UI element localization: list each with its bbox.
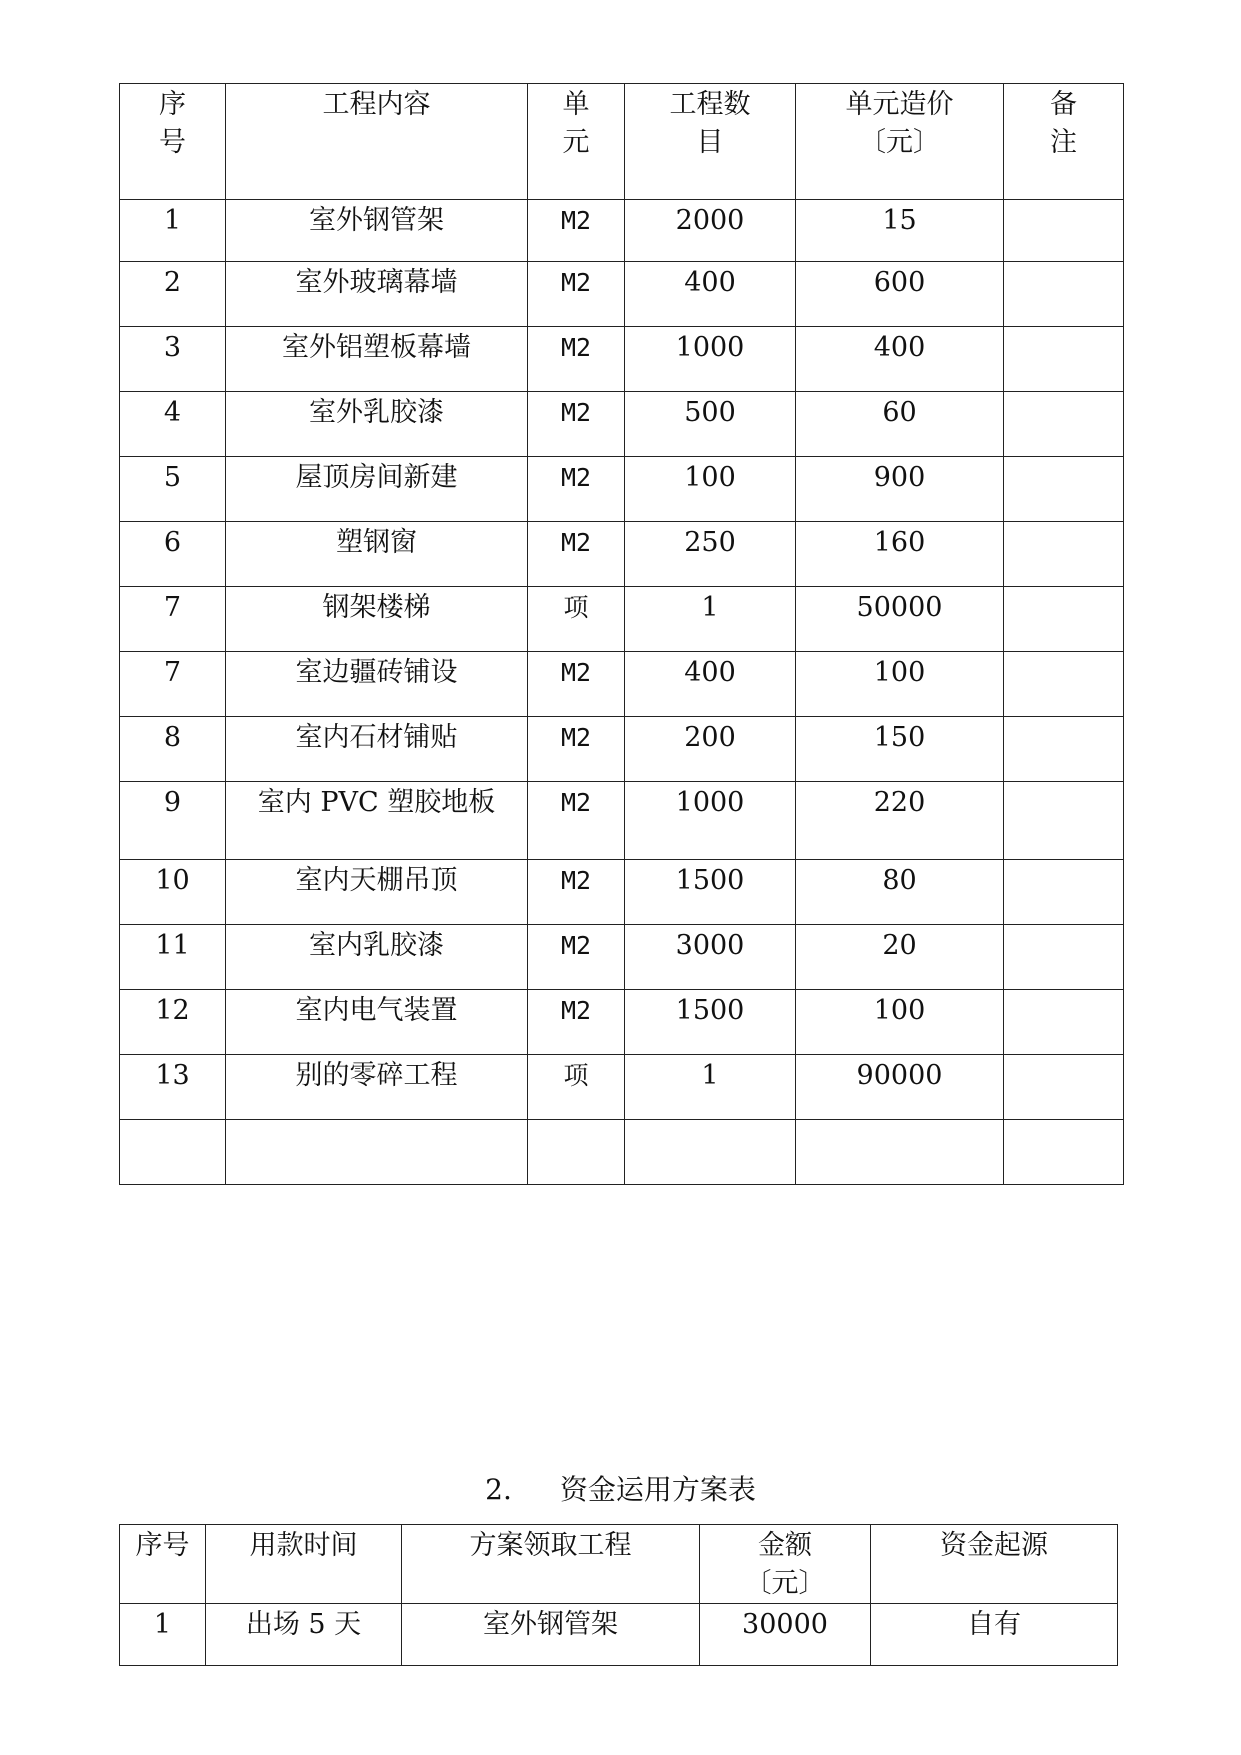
table-cell: 塑钢窗: [226, 522, 528, 587]
table-cell: M2: [528, 262, 625, 327]
table-cell: M2: [528, 457, 625, 522]
table-cell: M2: [528, 782, 625, 860]
table-cell: 15: [796, 200, 1004, 262]
table-cell: 9: [120, 782, 226, 860]
table-row: [120, 587, 1124, 652]
table-row: [120, 262, 1124, 327]
project-cost-table: [119, 83, 1124, 1185]
table-cell: 7: [120, 587, 226, 652]
column-header: 单 元: [528, 84, 625, 200]
table-cell: [1004, 925, 1124, 990]
table-cell: 100: [796, 990, 1004, 1055]
table-cell: 室边疆砖铺设: [226, 652, 528, 717]
table-row: [120, 1604, 1118, 1666]
table-cell: 1: [625, 1055, 796, 1120]
table-cell: M2: [528, 522, 625, 587]
table-cell: 4: [120, 392, 226, 457]
table-cell: 90000: [796, 1055, 1004, 1120]
table-cell: [796, 1120, 1004, 1185]
table-cell: 150: [796, 717, 1004, 782]
table-cell: 2: [120, 262, 226, 327]
table-row: [120, 200, 1124, 262]
table-cell: [1004, 1055, 1124, 1120]
column-header: 单元造价 〔元〕: [796, 84, 1004, 200]
table-cell: 1500: [625, 860, 796, 925]
column-header: 序号: [120, 1525, 206, 1604]
table-cell: 3: [120, 327, 226, 392]
table-row: [120, 392, 1124, 457]
table-cell: 室外乳胶漆: [226, 392, 528, 457]
table-cell: 室外钢管架: [402, 1604, 700, 1666]
table-cell: 项: [528, 587, 625, 652]
table-row: [120, 327, 1124, 392]
table-cell: 自有: [871, 1604, 1118, 1666]
column-header: 金额 〔元〕: [700, 1525, 871, 1604]
table-cell: [1004, 990, 1124, 1055]
table-cell: 出场 5 天: [206, 1604, 402, 1666]
table-cell: [1004, 717, 1124, 782]
table-cell: M2: [528, 860, 625, 925]
table-cell: [1004, 782, 1124, 860]
table-cell: 200: [625, 717, 796, 782]
table-row: [120, 522, 1124, 587]
column-header: 用款时间: [206, 1525, 402, 1604]
table-row: [120, 860, 1124, 925]
table-cell: [1004, 860, 1124, 925]
table-cell: 500: [625, 392, 796, 457]
column-header: 序 号: [120, 84, 226, 200]
table-cell: 7: [120, 652, 226, 717]
table-cell: 6: [120, 522, 226, 587]
column-header: 方案领取工程: [402, 1525, 700, 1604]
table-cell: [120, 1120, 226, 1185]
table-cell: 室内 PVC 塑胶地板: [226, 782, 528, 860]
table-cell: 别的零碎工程: [226, 1055, 528, 1120]
table-cell: 室外钢管架: [226, 200, 528, 262]
table-cell: 1: [120, 200, 226, 262]
table-cell: 30000: [700, 1604, 871, 1666]
table-cell: 900: [796, 457, 1004, 522]
table-cell: 室内乳胶漆: [226, 925, 528, 990]
table-cell: M2: [528, 327, 625, 392]
table-cell: 60: [796, 392, 1004, 457]
table-cell: M2: [528, 990, 625, 1055]
table-cell: [226, 1120, 528, 1185]
table-cell: 400: [625, 652, 796, 717]
table-row: [120, 652, 1124, 717]
table-cell: M2: [528, 392, 625, 457]
table-cell: M2: [528, 925, 625, 990]
table-cell: 11: [120, 925, 226, 990]
table-cell: 室外玻璃幕墙: [226, 262, 528, 327]
table-row: [120, 925, 1124, 990]
table-cell: 室内天棚吊顶: [226, 860, 528, 925]
table-cell: 13: [120, 1055, 226, 1120]
table-cell: 600: [796, 262, 1004, 327]
table-cell: M2: [528, 200, 625, 262]
column-header: 工程内容: [226, 84, 528, 200]
table-cell: 1000: [625, 327, 796, 392]
table-cell: 室内石材铺贴: [226, 717, 528, 782]
fund-usage-table-header-row: [120, 1525, 1118, 1604]
section-title: 资金运用方案表: [559, 1473, 756, 1506]
table-cell: 5: [120, 457, 226, 522]
table-cell: 1: [120, 1604, 206, 1666]
project-cost-table-header-row: [120, 84, 1124, 200]
table-row: [120, 990, 1124, 1055]
table-cell: 50000: [796, 587, 1004, 652]
table-cell: 80: [796, 860, 1004, 925]
section-number: 2.: [485, 1473, 512, 1506]
table-cell: 250: [625, 522, 796, 587]
table-cell: [528, 1120, 625, 1185]
table-cell: 400: [625, 262, 796, 327]
table-cell: M2: [528, 717, 625, 782]
table-cell: M2: [528, 652, 625, 717]
table-row: [120, 1120, 1124, 1185]
table-cell: [1004, 587, 1124, 652]
table-cell: 400: [796, 327, 1004, 392]
table-cell: 室内电气装置: [226, 990, 528, 1055]
table-cell: 屋顶房间新建: [226, 457, 528, 522]
column-header: 备 注: [1004, 84, 1124, 200]
table-cell: [1004, 262, 1124, 327]
table-cell: 钢架楼梯: [226, 587, 528, 652]
table-cell: 20: [796, 925, 1004, 990]
table-cell: 160: [796, 522, 1004, 587]
table-cell: 室外铝塑板幕墙: [226, 327, 528, 392]
table-cell: [1004, 392, 1124, 457]
table-row: [120, 717, 1124, 782]
table-cell: [1004, 1120, 1124, 1185]
table-cell: 10: [120, 860, 226, 925]
table-cell: 100: [796, 652, 1004, 717]
table-cell: 1: [625, 587, 796, 652]
table-cell: 100: [625, 457, 796, 522]
table-row: [120, 782, 1124, 860]
table-cell: [625, 1120, 796, 1185]
table-cell: [1004, 327, 1124, 392]
column-header: 资金起源: [871, 1525, 1118, 1604]
table-row: [120, 457, 1124, 522]
table-cell: 12: [120, 990, 226, 1055]
column-header: 工程数 目: [625, 84, 796, 200]
table-cell: 3000: [625, 925, 796, 990]
fund-usage-table: [119, 1524, 1118, 1666]
table-cell: [1004, 200, 1124, 262]
table-cell: [1004, 652, 1124, 717]
table-cell: 220: [796, 782, 1004, 860]
table-cell: 2000: [625, 200, 796, 262]
table-row: [120, 1055, 1124, 1120]
table-cell: 项: [528, 1055, 625, 1120]
table-cell: 1500: [625, 990, 796, 1055]
table-cell: [1004, 457, 1124, 522]
table-cell: [1004, 522, 1124, 587]
table-cell: 8: [120, 717, 226, 782]
section-heading: [0, 1470, 1241, 1510]
table-cell: 1000: [625, 782, 796, 860]
